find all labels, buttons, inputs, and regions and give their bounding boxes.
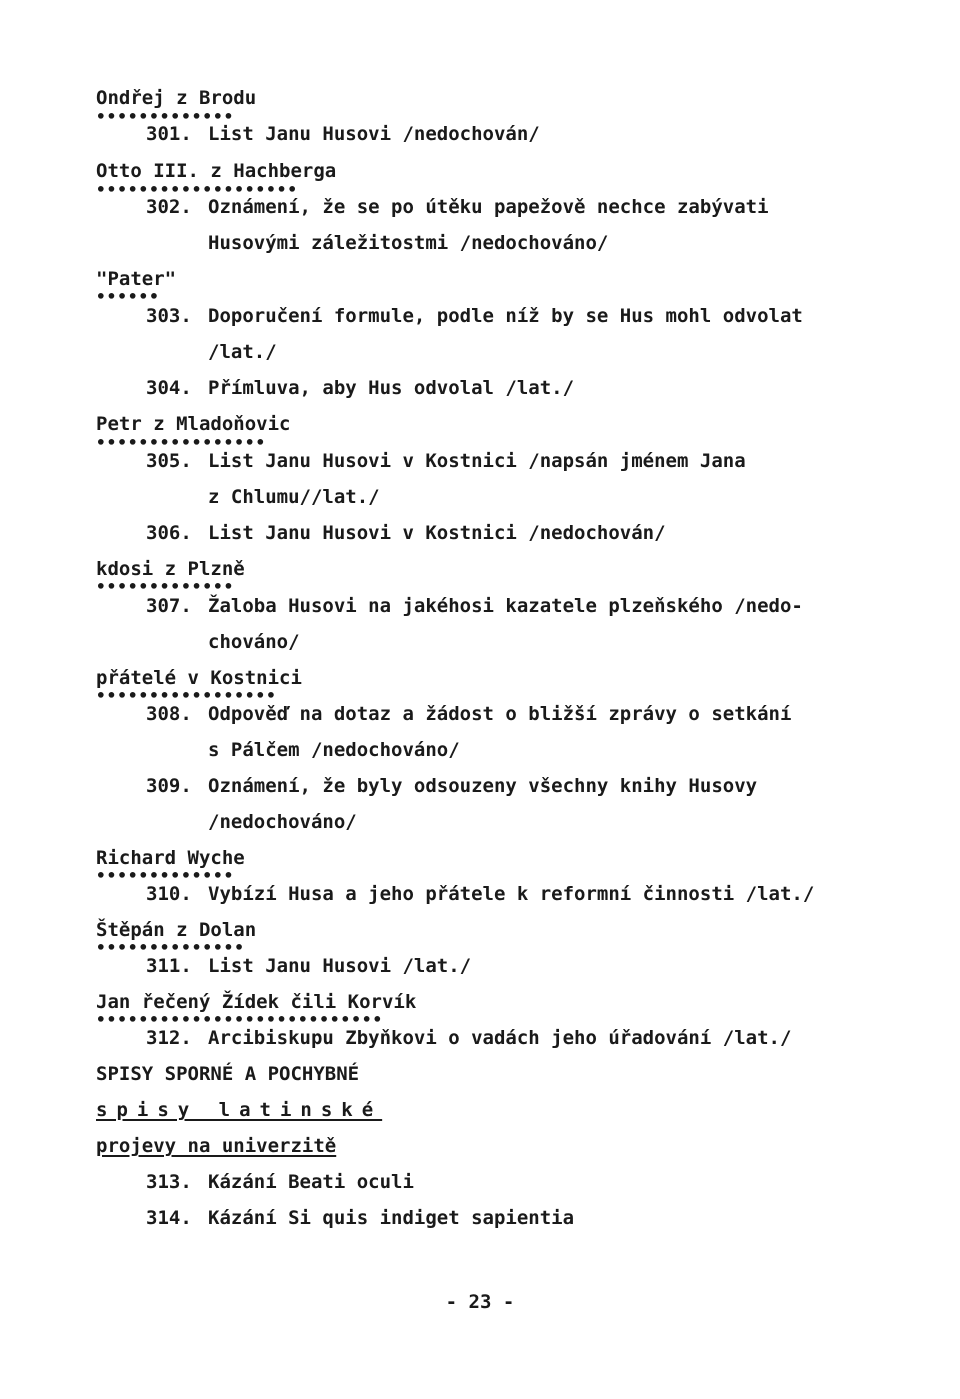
entry-text-continued: s Pálčem /nedochováno/ [208, 739, 460, 761]
entry-number: 301. [146, 123, 192, 145]
entry-text-continued: /lat./ [208, 341, 277, 363]
entry-text: Kázání Beati oculi [208, 1171, 414, 1193]
page-number: - 23 - [445, 1291, 515, 1313]
entry-number: 308. [146, 703, 192, 725]
entry-text: Žaloba Husovi na jakéhosi kazatele plzeňského /nedo- [208, 595, 803, 617]
section-heading: SPISY SPORNÉ A POCHYBNÉ [96, 1063, 360, 1085]
entry-number: 306. [146, 522, 192, 544]
author-underline-dots: ••••••••••••• [96, 577, 235, 596]
entry-text: List Janu Husovi v Kostnici /nedochován/ [208, 522, 666, 544]
entry-number: 310. [146, 883, 192, 905]
author-underline-dots: •••••••••••••• [96, 938, 245, 957]
author-name: kdosi z Plzně [96, 558, 245, 580]
entry-number: 305. [146, 450, 192, 472]
entry-text: List Janu Husovi v Kostnici /napsán jménem Jana [208, 450, 746, 472]
entry-text-continued: /nedochováno/ [208, 811, 357, 833]
author-underline-dots: ••••••••••••••••• [96, 686, 277, 705]
entry-number: 304. [146, 377, 192, 399]
author-underline-dots: ••••••••••••• [96, 866, 235, 885]
entry-text: Kázání Si quis indiget sapientia [208, 1207, 575, 1229]
author-name: Ondřej z Brodu [96, 87, 257, 109]
subsection-heading: spisy latinské [96, 1099, 383, 1121]
entry-text-continued: Husovými záležitostmi /nedochováno/ [208, 232, 609, 254]
author-underline-dots: •••••••••••••••• [96, 433, 267, 452]
entry-number: 309. [146, 775, 192, 797]
entry-text: Přímluva, aby Hus odvolal /lat./ [208, 377, 575, 399]
author-name: Otto III. z Hachberga [96, 160, 337, 182]
entry-text: Arcibiskupu Zbyňkovi o vadách jeho úřadování /lat./ [208, 1027, 792, 1049]
entry-number: 303. [146, 305, 192, 327]
author-underline-dots: ••••••••••••• [96, 107, 235, 126]
entry-text: List Janu Husovi /nedochován/ [208, 123, 540, 145]
author-name: Richard Wyche [96, 847, 245, 869]
entry-text-continued: z Chlumu//lat./ [208, 486, 380, 508]
entry-number: 311. [146, 955, 192, 977]
author-name: Štěpán z Dolan [96, 919, 257, 941]
author-underline-dots: ••••••••••••••••••• [96, 180, 299, 199]
entry-number: 313. [146, 1171, 192, 1193]
entry-number: 302. [146, 196, 192, 218]
entry-text: Vybízí Husa a jeho přátele k reformní činnosti /lat./ [208, 883, 815, 905]
entry-number: 312. [146, 1027, 192, 1049]
entry-text: Doporučení formule, podle níž by se Hus mohl odvolat [208, 305, 803, 327]
entry-number: 307. [146, 595, 192, 617]
author-name: Petr z Mladoňovic [96, 413, 291, 435]
entry-text: Oznámení, že se po útěku papežově nechce zabývati [208, 196, 769, 218]
author-name: Jan řečený Žídek čili Korvík [96, 991, 417, 1013]
author-name: "Pater" [96, 268, 177, 290]
entry-text: List Janu Husovi /lat./ [208, 955, 472, 977]
entry-text: Oznámení, že byly odsouzeny všechny knihy Husovy [208, 775, 758, 797]
author-name: přátelé v Kostnici [96, 667, 302, 689]
author-underline-dots: •••••• [96, 287, 160, 306]
entry-text: Odpověď na dotaz a žádost o bližší zprávy o setkání [208, 703, 792, 725]
group-heading: projevy na univerzitě [96, 1135, 337, 1157]
entry-text-continued: chováno/ [208, 631, 300, 653]
entry-number: 314. [146, 1207, 192, 1229]
author-underline-dots: ••••••••••••••••••••••••••• [96, 1010, 384, 1029]
